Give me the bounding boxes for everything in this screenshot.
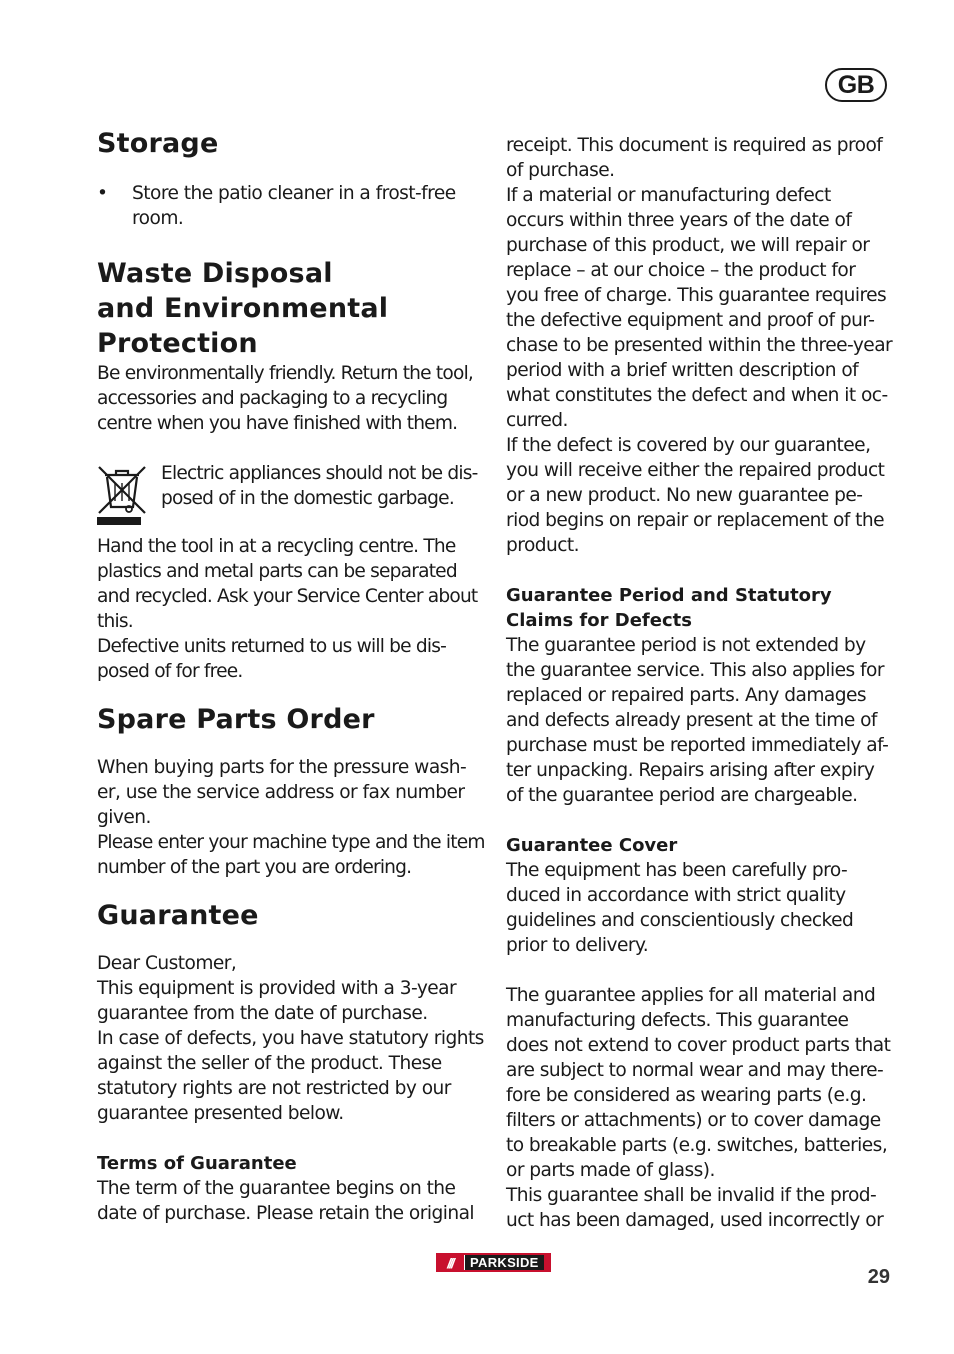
text-line: fore be considered as wearing parts (e.g. [506,1085,867,1106]
text-line: of the guarantee period are chargeable. [506,785,858,806]
text-line: given. [97,807,151,828]
heading-line: Protection [97,328,258,359]
text-line: number of the part you are ordering. [97,857,412,878]
text-line: or parts made of glass). [506,1160,715,1181]
guarantee-period-heading [506,583,901,633]
spare-parts-paragraph [97,755,485,880]
heading-line: Waste Disposal [97,258,333,289]
heading-line: Claims for Defects [506,610,692,631]
text-line: chase to be presented within the three-year [506,335,893,356]
storage-bullet-item [97,181,485,231]
guarantee-cover-heading: Guarantee Cover [506,835,678,856]
text-line: er, use the service address or fax number [97,782,465,803]
text-line: Store the patio cleaner in a frost-free [132,183,456,204]
text-line: and recycled. Ask your Service Center about [97,586,478,607]
text-line: Dear Customer, [97,953,237,974]
text-line: you will receive either the repaired product [506,460,885,481]
text-line: If a material or manufacturing defect [506,185,831,206]
text-line: replace – at our choice – the product for [506,260,856,281]
text-line: Electric appliances should not be dis- [161,463,478,484]
text-line: accessories and packaging to a recycling [97,388,448,409]
guarantee-heading: Guarantee [97,900,259,931]
logo-stripes-icon [436,1253,464,1272]
text-line: purchase of this product, we will repair or [506,235,870,256]
text-line: room. [132,208,184,229]
text-line: to breakable parts (e.g. switches, batteries, [506,1135,888,1156]
text-line: posed of for free. [97,661,243,682]
terms-paragraph [97,1176,485,1226]
text-line: the guarantee service. This also applies for [506,660,884,681]
text-line: or a new product. No new guarantee pe- [506,485,863,506]
guarantee-cover-paragraph-2 [506,983,901,1233]
text-line: you free of charge. This guarantee requires [506,285,887,306]
text-line: manufacturing defects. This guarantee [506,1010,849,1031]
text-line: centre when you have finished with them. [97,413,458,434]
text-line: guarantee from the date of purchase. [97,1003,428,1024]
right-column [506,133,901,1233]
text-line: filters or attachments) or to cover damage [506,1110,881,1131]
heading-line: Guarantee Period and Statutory [506,585,832,606]
text-line: of purchase. [506,160,615,181]
text-line: Defective units returned to us will be dis- [97,636,447,657]
parkside-logo [436,1253,551,1272]
page-number: 29 [867,1266,890,1288]
guarantee-paragraph [97,951,485,1126]
text-line: If the defect is covered by our guarantee, [506,435,871,456]
text-line: what constitutes the defect and when it oc- [506,385,888,406]
text-line: ter unpacking. Repairs arising after expiry [506,760,875,781]
text-line: and defects already present at the time of [506,710,877,731]
text-line: riod begins on repair or replacement of the [506,510,885,531]
waste-paragraph-2 [97,534,485,684]
text-line: product. [506,535,580,556]
text-line: the defective equipment and proof of pur- [506,310,875,331]
text-line: are subject to normal wear and may there- [506,1060,884,1081]
language-badge: GB [825,68,887,102]
text-line: curred. [506,410,568,431]
text-line: period with a brief written description of [506,360,859,381]
guarantee-continued-paragraph [506,133,901,558]
bullet-mark: • [97,183,108,204]
terms-of-guarantee-heading: Terms of Guarantee [97,1153,297,1174]
text-line: The guarantee period is not extended by [506,635,866,656]
text-line: uct has been damaged, used incorrectly or [506,1210,884,1231]
text-line: date of purchase. Please retain the original [97,1203,475,1224]
text-line: The equipment has been carefully pro- [506,860,848,881]
logo-name: PARKSIDE [464,1255,544,1270]
text-line: The term of the guarantee begins on the [97,1178,456,1199]
text-line: replaced or repaired parts. Any damages [506,685,867,706]
logo-stripes-text: /// [447,1254,453,1271]
text-line: posed of in the domestic garbage. [161,488,454,509]
text-line: occurs within three years of the date of [506,210,852,231]
text-line: This guarantee shall be invalid if the prod- [506,1185,877,1206]
text-line: purchase must be reported immediately af- [506,735,889,756]
text-line: does not extend to cover product parts that [506,1035,891,1056]
text-line: against the seller of the product. These [97,1053,442,1074]
text-line: When buying parts for the pressure wash- [97,757,467,778]
text-line: plastics and metal parts can be separated [97,561,457,582]
text-line: guidelines and conscientiously checked [506,910,854,931]
storage-heading: Storage [97,128,219,159]
text-line: prior to delivery. [506,935,649,956]
weee-notice [97,461,485,529]
guarantee-period-paragraph [506,633,901,808]
waste-paragraph-1 [97,361,485,436]
text-line: Please enter your machine type and the item [97,832,485,853]
spare-parts-heading: Spare Parts Order [97,704,375,735]
text-line: The guarantee applies for all material and [506,985,876,1006]
waste-heading [97,256,485,361]
text-line: receipt. This document is required as proof [506,135,883,156]
text-line: guarantee presented below. [97,1103,344,1124]
guarantee-cover-paragraph-1 [506,858,901,958]
heading-line: and Environmental [97,293,389,324]
text-line: Hand the tool in at a recycling centre. The [97,536,456,557]
crossed-out-wheelie-bin-icon [97,461,161,529]
text-line: Be environmentally friendly. Return the tool, [97,363,474,384]
text-line: this. [97,611,133,632]
left-column [97,126,485,1226]
text-line: duced in accordance with strict quality [506,885,846,906]
text-line: In case of defects, you have statutory rights [97,1028,484,1049]
text-line: statutory rights are not restricted by our [97,1078,451,1099]
text-line: This equipment is provided with a 3-year [97,978,457,999]
